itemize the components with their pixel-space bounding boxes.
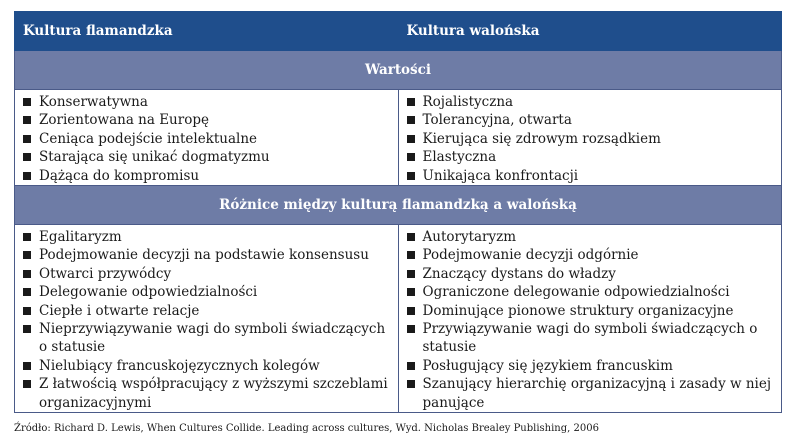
list-item: Autorytaryzm	[407, 228, 778, 246]
list-item: Dominujące pionowe struktury organizacyjne	[407, 302, 778, 320]
list-item: Podejmowanie decyzji na podstawie konsensusu	[23, 246, 394, 264]
list-item: Kierująca się zdrowym rozsądkiem	[407, 130, 778, 148]
list-item: Ograniczone delegowanie odpowiedzialności	[407, 283, 778, 301]
list-item: Otwarci przywódcy	[23, 265, 394, 283]
values-flemish-cell	[15, 90, 399, 186]
source-caption: Źródło: Richard D. Lewis, When Cultures Collide. Leading across cultures, Wyd. Nicholas Brealey Publishing, 2006	[14, 423, 599, 434]
values-row	[15, 90, 782, 186]
header-flemish: Kultura flamandzka	[15, 12, 399, 51]
list-item: Przywiązywanie wagi do symboli świadczących o statusie	[407, 320, 778, 357]
values-walloon-list	[399, 90, 782, 185]
list-item: Tolerancyjna, otwarta	[407, 111, 778, 129]
list-item: Nieprzywiązywanie wagi do symboli świadczących o statusie	[23, 320, 394, 357]
list-item: Rojalistyczna	[407, 93, 778, 111]
list-item: Szanujący hierarchię organizacyjną i zasady w niej panujące	[407, 375, 778, 412]
comparison-table	[14, 11, 782, 413]
differences-row	[15, 225, 782, 413]
values-walloon-cell	[398, 90, 782, 186]
list-item: Delegowanie odpowiedzialności	[23, 283, 394, 301]
section-values-row	[15, 51, 782, 90]
differences-walloon-cell	[398, 225, 782, 413]
differences-flemish-cell	[15, 225, 399, 413]
list-item: Nielubiący francuskojęzycznych kolegów	[23, 357, 394, 375]
list-item: Zorientowana na Europę	[23, 111, 394, 129]
list-item: Ciepłe i otwarte relacje	[23, 302, 394, 320]
list-item: Ceniąca podejście intelektualne	[23, 130, 394, 148]
list-item: Unikająca konfrontacji	[407, 167, 778, 185]
differences-flemish-list	[15, 225, 398, 412]
list-item: Egalitaryzm	[23, 228, 394, 246]
list-item: Znaczący dystans do władzy	[407, 265, 778, 283]
list-item: Starająca się unikać dogmatyzmu	[23, 148, 394, 166]
section-differences-row	[15, 186, 782, 225]
section-values-title: Wartości	[15, 51, 782, 90]
list-item: Elastyczna	[407, 148, 778, 166]
list-item: Konserwatywna	[23, 93, 394, 111]
header-row	[15, 12, 782, 51]
header-walloon: Kultura walońska	[398, 12, 782, 51]
values-flemish-list	[15, 90, 398, 185]
list-item: Podejmowanie decyzji odgórnie	[407, 246, 778, 264]
list-item: Posługujący się językiem francuskim	[407, 357, 778, 375]
list-item: Dążąca do kompromisu	[23, 167, 394, 185]
list-item: Z łatwością współpracujący z wyższymi szczeblami organizacyjnymi	[23, 375, 394, 412]
differences-walloon-list	[399, 225, 782, 412]
section-differences-title: Różnice między kulturą flamandzką a walońską	[15, 186, 782, 225]
